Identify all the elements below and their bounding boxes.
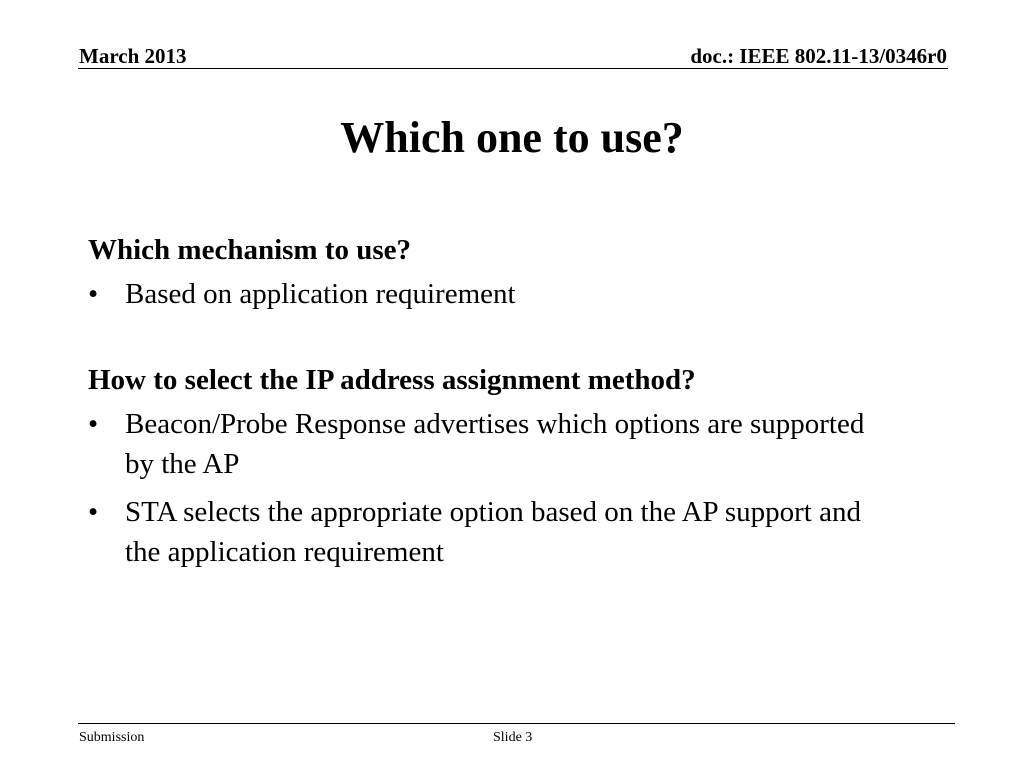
bullet-list — [88, 404, 888, 572]
slide-body — [88, 230, 888, 580]
section-mechanism — [88, 230, 888, 314]
bullet-item: • Based on application requirement — [88, 274, 888, 314]
slide-title: Which one to use? — [340, 113, 684, 162]
section-spacer — [88, 322, 888, 360]
bullet-item: • Beacon/Probe Response advertises which options are supported by the AP — [88, 404, 888, 484]
section-heading: Which mechanism to use? — [88, 234, 412, 266]
header-doc-id: doc.: IEEE 802.11-13/0346r0 — [690, 44, 947, 68]
footer-divider — [78, 723, 955, 724]
bullet-item: • STA selects the appropriate option based on the AP support and the application requirement — [88, 492, 888, 572]
footer-slide-number: Slide 3 — [493, 730, 533, 745]
header-divider — [78, 68, 948, 69]
bullet-list — [88, 274, 888, 314]
header-date: March 2013 — [79, 44, 187, 68]
section-ip-assignment — [88, 360, 888, 572]
footer-submission: Submission — [79, 730, 145, 745]
section-heading: How to select the IP address assignment method? — [88, 364, 696, 396]
